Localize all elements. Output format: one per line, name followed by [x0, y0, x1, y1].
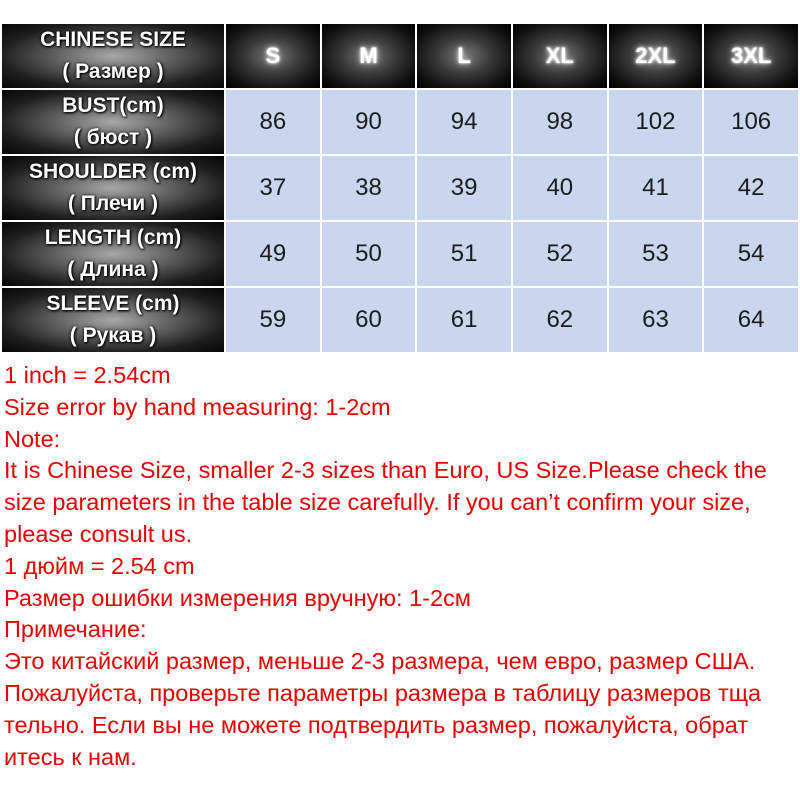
table-cell: 102 [609, 90, 703, 154]
note-text-ru-line: итесь к нам. [4, 743, 137, 770]
size-header-row [2, 24, 798, 88]
row-label-sleeve [2, 288, 224, 352]
table-cell: 106 [704, 90, 798, 154]
table-cell: 40 [513, 156, 607, 220]
size-header-3xl: 3XL [704, 24, 798, 88]
table-cell: 94 [417, 90, 511, 154]
row-label-ru: ( Рукав ) [69, 324, 157, 347]
row-label-en: SHOULDER (cm) [28, 160, 197, 183]
table-cell: 53 [609, 222, 703, 286]
note-label-ru: Примечание: [4, 616, 147, 643]
table-cell: 39 [417, 156, 511, 220]
size-header-s: S [226, 24, 320, 88]
header-label-ru: ( Размер ) [62, 60, 164, 83]
size-header-2xl: 2XL [609, 24, 703, 88]
table-cell: 60 [322, 288, 416, 352]
note-text-en: It is Chinese Size, smaller 2-3 sizes than Euro, US Size.Please check the size parameters in the table size carefully. If you can’t confirm your size, please consult us. [4, 457, 767, 547]
table-cell: 50 [322, 222, 416, 286]
inch-conversion-ru: 1 дюйм = 2.54 cm [4, 552, 195, 579]
row-label-en: SLEEVE (cm) [46, 292, 180, 315]
table-cell: 64 [704, 288, 798, 352]
row-label-en: BUST(cm) [62, 94, 164, 117]
header-label-en: CHINESE SIZE [40, 28, 186, 51]
size-header-l: L [417, 24, 511, 88]
table-cell: 62 [513, 288, 607, 352]
size-chart-table [0, 22, 800, 354]
row-label-ru: ( Плечи ) [67, 192, 159, 215]
table-cell: 41 [609, 156, 703, 220]
row-label-en: LENGTH (cm) [44, 226, 182, 249]
size-header-xl: XL [513, 24, 607, 88]
note-text-ru-line: Это китайский размер, меньше 2-3 размера, чем евро, размер США. [4, 648, 756, 675]
table-cell: 37 [226, 156, 320, 220]
table-cell: 98 [513, 90, 607, 154]
inch-conversion-en: 1 inch = 2.54cm [4, 362, 171, 388]
table-row-shoulder [2, 156, 798, 220]
row-label-shoulder [2, 156, 224, 220]
measuring-error-ru: Размер ошибки измерения вручную: 1-2см [4, 584, 471, 611]
row-label-bust [2, 90, 224, 154]
table-cell: 59 [226, 288, 320, 352]
size-notes [4, 360, 800, 773]
table-cell: 86 [226, 90, 320, 154]
table-cell: 54 [704, 222, 798, 286]
measuring-error-en: Size error by hand measuring: 1-2cm [4, 393, 391, 420]
table-row-sleeve [2, 288, 798, 352]
row-label-ru: ( Длина ) [67, 258, 159, 281]
row-label-length [2, 222, 224, 286]
note-label-en: Note: [4, 425, 61, 452]
table-cell: 49 [226, 222, 320, 286]
table-cell: 63 [609, 288, 703, 352]
note-text-ru-line: тельно. Если вы не можете подтвердить размер, пожалуйста, обрат [4, 711, 749, 738]
table-cell: 51 [417, 222, 511, 286]
table-cell: 38 [322, 156, 416, 220]
table-row-length [2, 222, 798, 286]
table-cell: 52 [513, 222, 607, 286]
table-row-bust [2, 90, 798, 154]
note-text-ru-line: Пожалуйста, проверьте параметры размера в таблицу размеров тща [4, 679, 762, 706]
chinese-size-header [2, 24, 224, 88]
table-cell: 42 [704, 156, 798, 220]
table-cell: 61 [417, 288, 511, 352]
size-header-m: M [322, 24, 416, 88]
row-label-ru: ( бюст ) [73, 126, 153, 149]
table-cell: 90 [322, 90, 416, 154]
